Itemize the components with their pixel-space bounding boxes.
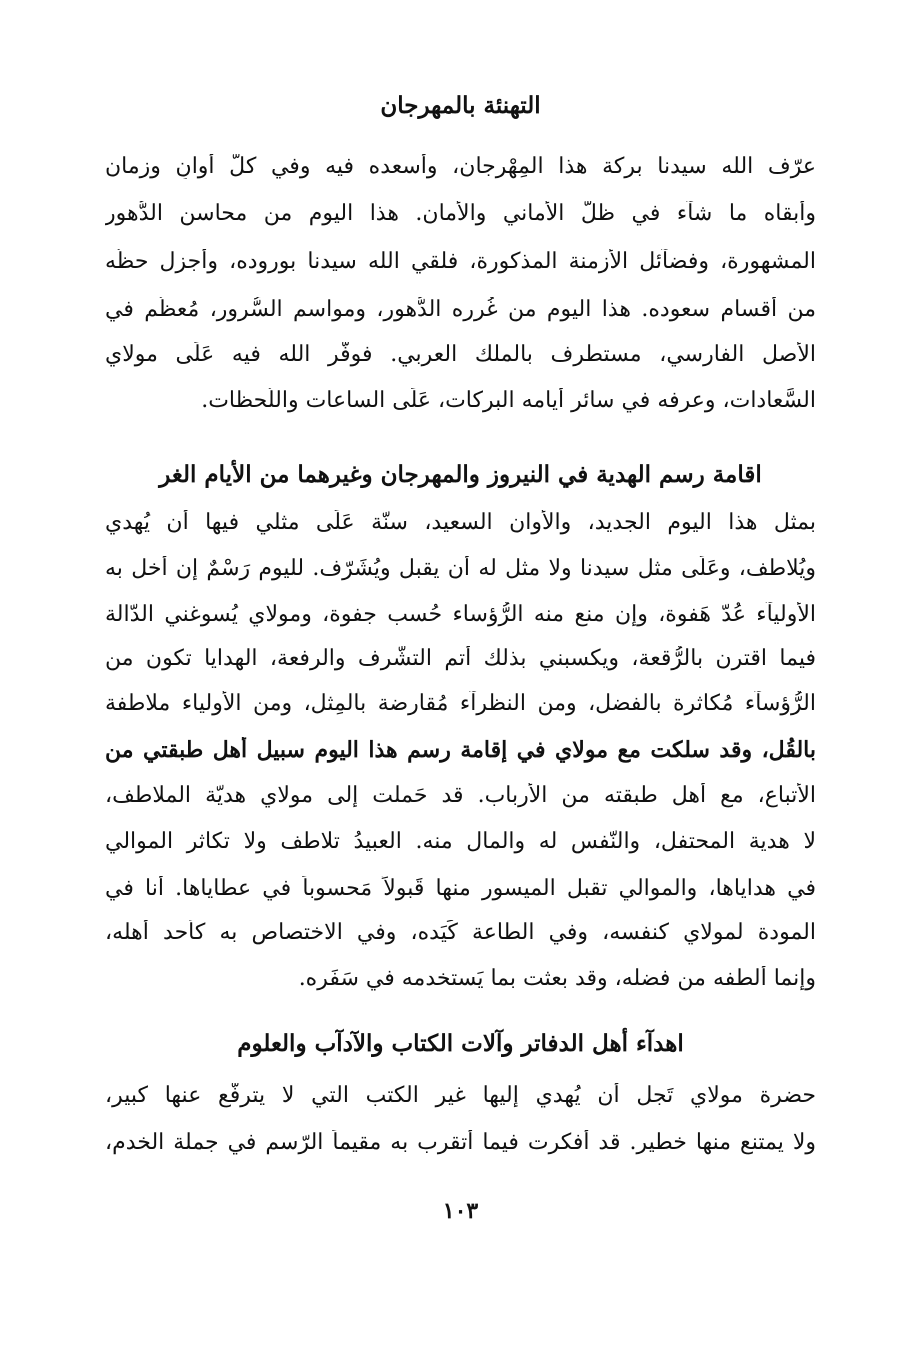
text-line: المودة لمولاي كنفسه، وفي الطاعة كَيَده، وفي الاختصاص به كأحد أهله، xyxy=(105,920,816,945)
text-line: ويُلاطف، وعَلَى مثل سيدنا ولا مثل له أن يقبل ويُشَرّف. لليوم رَسْمٌ إن أخل به xyxy=(105,556,816,581)
text-line: عرّف الله سيدنا بركة هذا المِهْرجان، وأسعده فيه وفي كلّ أوانٍ وزمان xyxy=(105,154,816,179)
text-line: لا هدية المحتفل، والنّفس له والمال منه. العبيدُ تلاطف ولا تكاثر الموالي xyxy=(105,829,816,854)
text-line: الأتباع، مع أهل طبقته من الأرباب. قد حَملت إلى مولاي هديّة الملاطف، xyxy=(105,783,816,808)
text-line: الأوليآء عُدّ هَفوة، وإن منع منه الرُّؤساء حُسب جفوة، ومولاي يُسوغني الدّالة xyxy=(105,602,816,627)
text-line: في هداياها، والموالي تقبل الميسور منها قَبولاً مَحسوباً في عطاياها. أنا في xyxy=(105,876,816,901)
text-line: بالقُل، وقد سلكت مع مولاي في إقامة رسم هذا اليوم سبيل أهل طبقتي من xyxy=(105,737,816,763)
section-title: اقامة رسم الهدية في النيروز والمهرجان وغيرهما من الأيام الغر xyxy=(159,461,762,488)
text-line: فيما اقترن بالرُّقعة، ويكسبني بذلك أتم التشَّرف والرفعة، الهدايا تكون من xyxy=(105,646,816,671)
text-line: من أقسام سعوده. هذا اليوم من غُرره الدُّهور، ومواسم السُّرور، مُعظّم في xyxy=(105,297,816,322)
text-line: السَّعادات، وعرفه في سائر أيامه البركات، عَلَى الساعات واللّحظات. xyxy=(201,388,816,413)
text-line: الأصل الفارسي، مستطرف بالملك العربي. فوفّر الله فيه عَلَى مولاي xyxy=(105,342,816,367)
text-line: بمثل هذا اليوم الجديد، والأوان السعيد، سنّة عَلَى مثلي فيها أن يُهدي xyxy=(105,510,816,535)
section-title: اهدآء أهل الدفاتر وآلات الكتاب والآدآب والعلوم xyxy=(237,1030,684,1057)
page-number: ١٠٣ xyxy=(442,1198,479,1224)
text-line: حضرة مولاي تَجل أن يُهدي إليها غير الكتب التي لا يترفّع عنها كبير، xyxy=(105,1083,816,1108)
text-line: الرُّؤسآء مُكاثرة بالفضل، ومن النظرآء مُقارضة بالمِثل، ومن الأولياء ملاطفة xyxy=(105,691,816,716)
text-line: وإنما أُلطفه من فضله، وقد بعثت بما يَستخدمه في سَفَره. xyxy=(298,966,816,991)
section-title: التهنئة بالمهرجان xyxy=(380,92,541,119)
text-line: ولا يمتنع منها خطير. قد أفكرت فيما أتقرب به مقيماً الرّسم في جملة الخدم، xyxy=(105,1130,816,1155)
text-line: وأبقاه ما شآء في ظلّ الأماني والأمان. هذا اليوم من محاسن الدُّهور xyxy=(105,201,816,226)
text-line: المشهورة، وفضآئل الأزمنة المذكورة، فلقي الله سيدنا بوروده، وأجزل حظّه xyxy=(105,249,816,274)
